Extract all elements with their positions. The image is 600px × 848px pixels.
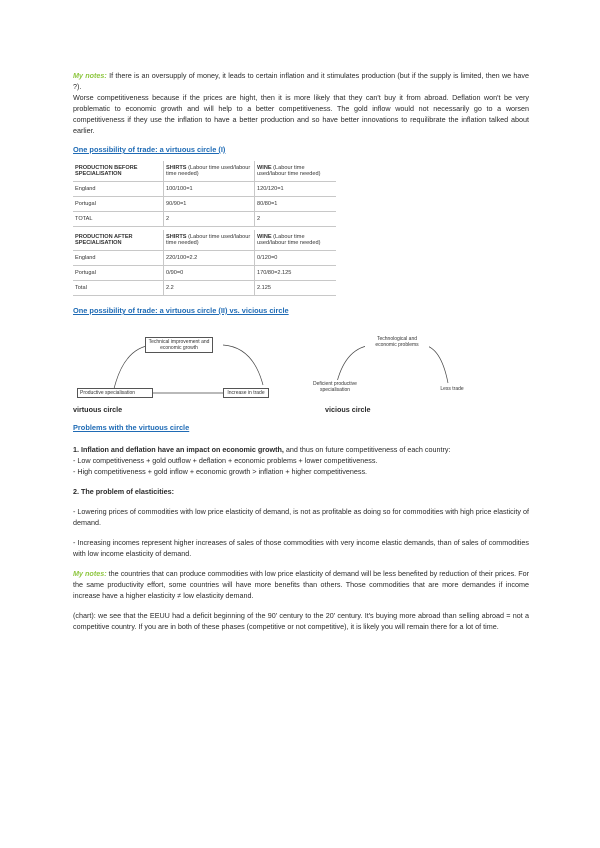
chart-note-paragraph: (chart): we see that the EEUU had a deficit beginning of the 90' century to the 20' century. It's buying more abroad than selling abroad = not a competitive country. If you are in both of these phases (competitive or not competitive), it is likely you will remain there for a lot of time. <box>73 611 529 631</box>
section-2-line-2: - Increasing incomes represent higher increases of sales of those commodities with very income elastic demands, than of sales of commodities with low income elasticity of demand. <box>73 538 529 558</box>
section-1-title: 1. Inflation and deflation have an impact on economic growth, <box>73 445 284 454</box>
section-1-line-2: - High competitiveness + gold inflow + economic growth > inflation + higher competitiveness. <box>73 467 368 476</box>
table-row: England 100/100=1 120/120=1 <box>73 182 336 197</box>
vicious-circle-label: vicious circle <box>325 405 371 414</box>
table-row: TOTAL 2 2 <box>73 212 336 227</box>
production-table <box>73 161 336 296</box>
notes-paragraph-2: My notes: the countries that can produce commodities with low price elasticity of demand will be less benefited by reduction of their prices. For the same productivity effort, some countries will have more benefits than others. Those commodities that are more demandes if income increase have a higher elasticity ≠ low elasticity demand. <box>73 569 529 600</box>
table-row: Total 2.2 2.125 <box>73 281 336 296</box>
my-notes-label: My notes: <box>73 71 107 80</box>
circle-diagrams <box>73 325 529 417</box>
vicious-top-box: Technological and economic problems <box>365 335 429 349</box>
header-before-specialisation: PRODUCTION BEFORE SPECIALISATION <box>73 161 164 182</box>
table-row: Portugal 90/90=1 80/80=1 <box>73 197 336 212</box>
section-1-intro: 1. Inflation and deflation have an impact on economic growth, and thus on future competitiveness of each country: <box>73 445 451 454</box>
header-wine-after: WINE (Labour time used/labour time needed) <box>255 230 337 251</box>
section-2-title: 2. The problem of elasticities: <box>73 487 175 496</box>
vicious-left-box: Deficient productive specialisation <box>303 380 367 394</box>
notes-paragraph-1 <box>73 70 529 92</box>
table-header-after <box>73 230 336 251</box>
header-wine: WINE (Labour time used/labour time needed) <box>255 161 337 182</box>
virtuous-right-box: Increase in trade <box>223 388 269 398</box>
paragraph-competitiveness: Worse competitiveness because if the prices are hight, then it is more likely that they can't buy it from abroad. Deflation won't be very problematic to economic growth and will help to a better competitiveness. The gold inflow would not necessarily go to a worsen competitiveness if they use the inflation to have a better production and so have better innovations to requilibrate the inflation talked about earlier. <box>73 93 529 135</box>
notes-text: If there is an oversupply of money, it leads to certain inflation and it stimulates production (but if the supply is limited, then we have ?). <box>73 71 529 91</box>
table-header-before <box>73 161 336 182</box>
section-1-line-1: - Low competitiveness + gold outflow + deflation + economic problems + lower competitiveness. <box>73 456 378 465</box>
header-shirts: SHIRTS (Labour time used/labour time needed) <box>164 161 255 182</box>
my-notes-label-2: My notes: <box>73 569 107 578</box>
heading-virtuous-vs-vicious[interactable]: One possibility of trade: a virtuous circle (II) vs. vicious circle <box>73 306 289 315</box>
vicious-right-box: Less trade <box>425 385 479 393</box>
virtuous-top-box: Technical improvement and economic growth <box>145 337 213 353</box>
header-shirts-after: SHIRTS (Labour time used/labour time needed) <box>164 230 255 251</box>
heading-virtuous-circle-1[interactable]: One possibility of trade: a virtuous circle (I) <box>73 145 226 154</box>
document-page <box>73 70 529 632</box>
header-after-specialisation: PRODUCTION AFTER SPECIALISATION <box>73 230 164 251</box>
table-row: England 220/100=2.2 0/120=0 <box>73 251 336 266</box>
table-row: Portugal 0/90=0 170/80=2.125 <box>73 266 336 281</box>
virtuous-left-box: Productive specialisation <box>77 388 153 398</box>
section-2-line-1: - Lowering prices of commodities with low price elasticity of demand, is not as profitable as doing so for commodities with high price elasticity of demand. <box>73 507 529 527</box>
virtuous-circle-label: virtuous circle <box>73 405 123 414</box>
heading-problems[interactable]: Problems with the virtuous circle <box>73 423 190 432</box>
